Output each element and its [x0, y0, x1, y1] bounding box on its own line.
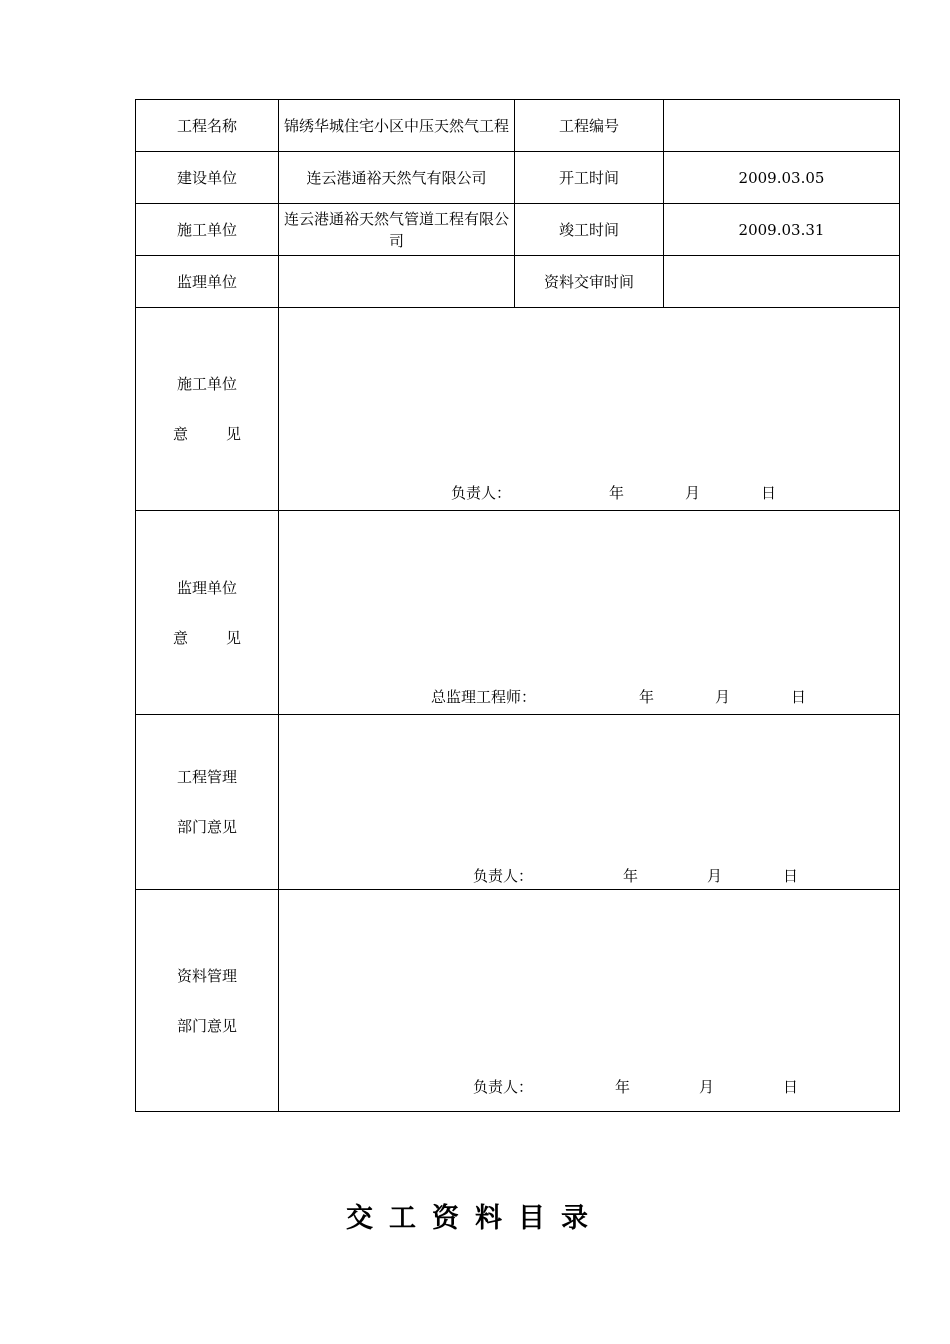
opinion-subtitle: 部门意见 [176, 818, 237, 836]
constructor-value: 连云港通裕天然气管道工程有限公司 [279, 204, 515, 256]
opinion-char-1: 意 [172, 628, 188, 647]
opinion-title: 施工单位 [176, 375, 237, 393]
finish-date-value: 2009.03.31 [664, 204, 900, 256]
supervisor-value [279, 256, 515, 308]
project-name-value: 锦绣华城住宅小区中压天然气工程 [279, 100, 515, 152]
handover-time-value [664, 256, 900, 308]
row-builder [136, 152, 900, 204]
day-label: 日 [783, 867, 799, 885]
handover-form-table [135, 99, 900, 1112]
finish-date-label: 竣工时间 [515, 204, 664, 256]
row-constructor-opinion [136, 308, 900, 511]
opinion-subtitle [136, 423, 278, 445]
signer-label: 负责人： [473, 1078, 534, 1096]
constructor-label: 施工单位 [136, 204, 279, 256]
month-label: 月 [715, 688, 731, 706]
opinion-char-2: 见 [226, 425, 242, 443]
records-opinion-label [136, 890, 279, 1112]
opinion-char-2: 见 [226, 628, 242, 647]
day-label: 日 [783, 1078, 799, 1096]
row-supervisor [136, 256, 900, 308]
signer-label: 总监理工程师： [431, 688, 537, 706]
section-title: 交工资料目录 [346, 1203, 604, 1234]
day-label: 日 [791, 688, 807, 706]
constructor-opinion-area [279, 308, 900, 511]
project-no-label: 工程编号 [515, 100, 664, 152]
start-date-value: 2009.03.05 [664, 152, 900, 204]
month-label: 月 [699, 1078, 715, 1096]
year-label: 年 [609, 484, 625, 502]
year-label: 年 [623, 867, 639, 885]
start-date-label: 开工时间 [515, 152, 664, 204]
engineering-opinion-label [136, 715, 279, 890]
opinion-title: 资料管理 [176, 966, 237, 985]
row-records-opinion [136, 890, 900, 1112]
year-label: 年 [615, 1078, 631, 1096]
handover-time-label: 资料交审时间 [515, 256, 664, 308]
row-project-name [136, 100, 900, 152]
engineering-opinion-area [279, 715, 900, 890]
opinion-subtitle [136, 627, 278, 649]
builder-label: 建设单位 [136, 152, 279, 204]
signer-label: 负责人： [451, 484, 512, 502]
row-engineering-opinion [136, 715, 900, 890]
signer-label: 负责人： [473, 867, 534, 885]
year-label: 年 [639, 688, 655, 706]
project-no-value [664, 100, 900, 152]
opinion-subtitle: 部门意见 [176, 1016, 237, 1035]
month-label: 月 [707, 867, 723, 885]
opinion-title: 工程管理 [176, 768, 237, 786]
month-label: 月 [685, 484, 701, 502]
supervisor-opinion-area [279, 511, 900, 715]
records-opinion-area [279, 890, 900, 1112]
row-constructor [136, 204, 900, 256]
opinion-char-1: 意 [172, 425, 188, 443]
supervisor-opinion-label [136, 511, 279, 715]
opinion-title: 监理单位 [176, 578, 237, 597]
row-supervisor-opinion [136, 511, 900, 715]
builder-value: 连云港通裕天然气有限公司 [279, 152, 515, 204]
project-name-label: 工程名称 [136, 100, 279, 152]
constructor-opinion-label [136, 308, 279, 511]
day-label: 日 [761, 484, 777, 502]
supervisor-label: 监理单位 [136, 256, 279, 308]
